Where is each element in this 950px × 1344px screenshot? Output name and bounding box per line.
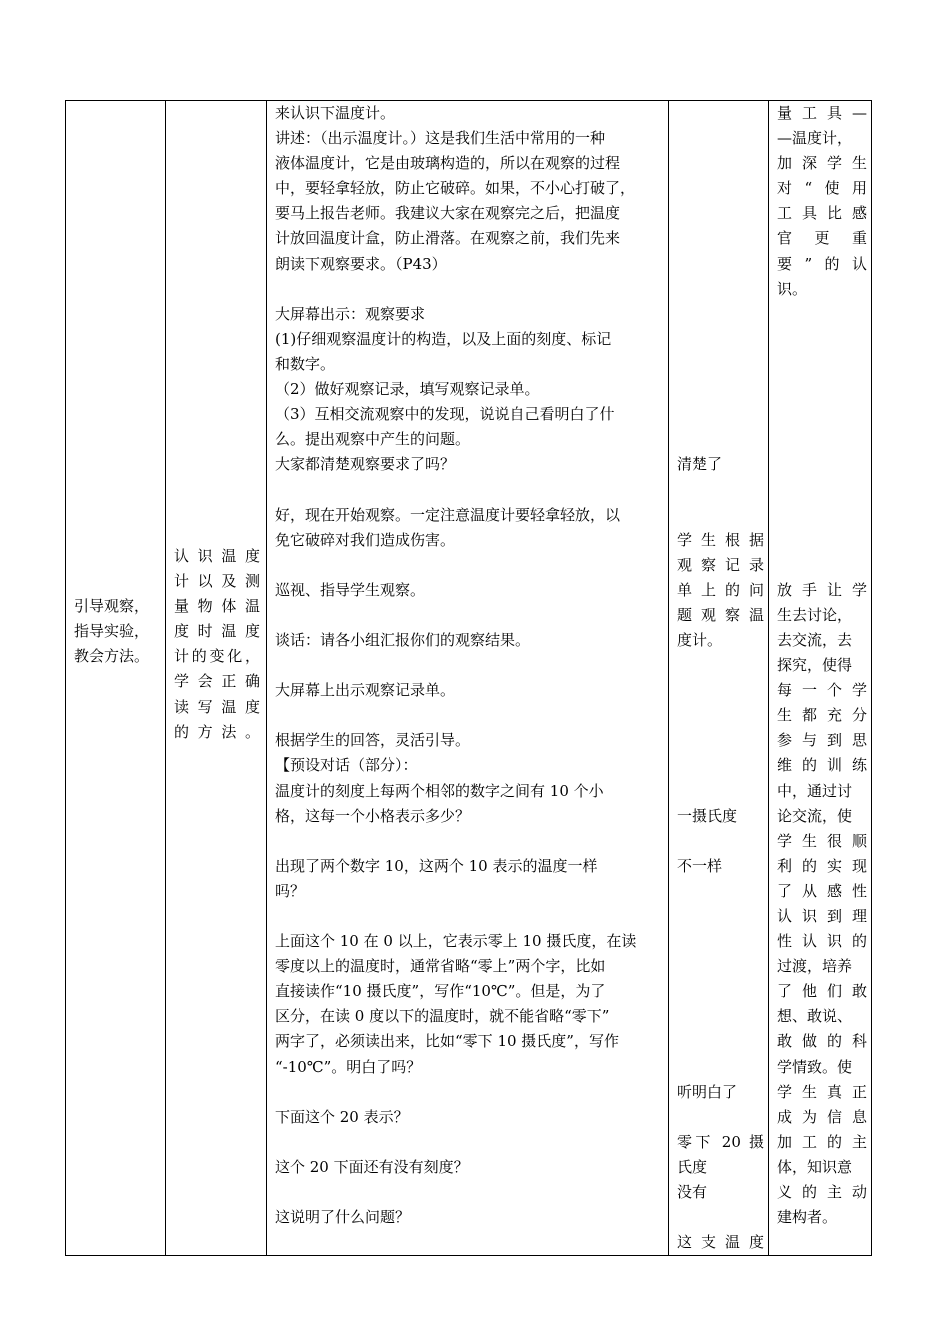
student-answer: 这支温度 (677, 1233, 764, 1252)
explanation-text: 区分，在读 0 度以下的温度时，就不能省略“零下” (275, 1007, 610, 1026)
intent-line: 要”的认 (777, 254, 867, 273)
intent-line: 生去讨论， (777, 605, 853, 624)
requirement-item: 么。提出观察中产生的问题。 (275, 430, 471, 449)
goal-line: 量物体温 (174, 597, 260, 616)
intent-line: 性认识的 (777, 932, 867, 951)
intent-line: 每一个学 (777, 681, 867, 700)
intent-line: 想、敢说、 (777, 1007, 853, 1026)
start-text: 好，现在开始观察。一定注意温度计要轻拿轻放，以 (275, 505, 621, 524)
question-text: 这说明了什么问题？ (275, 1208, 411, 1227)
intent-line: 学情致。使 (777, 1057, 853, 1076)
student-answer: 听明白了 (677, 1082, 738, 1101)
goal-line: 计以及测 (174, 572, 260, 591)
method-line: 教会方法。 (74, 647, 150, 666)
intro-text: 来认识下温度计。 (275, 104, 396, 122)
intent-line: 探究，使得 (777, 656, 853, 675)
student-answer: 一摄氏度 (677, 806, 738, 825)
lesson-plan-table (65, 100, 872, 1256)
intent-line: 识。 (777, 279, 808, 298)
intent-line: 维的训练 (777, 756, 867, 775)
intent-line: 参与到思 (777, 731, 867, 750)
student-answer: 不一样 (677, 856, 723, 875)
intent-line: 体，知识意 (777, 1157, 853, 1176)
goal-line: 的方法。 (174, 722, 260, 741)
patrol-text: 巡视、指导学生观察。 (275, 580, 426, 599)
intent-line: 官更重 (777, 229, 867, 248)
student-answer: 没有 (677, 1183, 708, 1202)
requirement-item: （2）做好观察记录，填写观察记录单。 (275, 380, 540, 399)
lecture-text: 中，要轻拿轻放，防止它破碎。如果，不小心打破了， (275, 179, 636, 198)
question-text: 出现了两个数字 10，这两个 10 表示的温度一样 (275, 856, 598, 875)
intent-line: 放手让学 (777, 580, 867, 599)
explanation-text: 上面这个 10 在 0 以上，它表示零上 10 摄氏度，在读 (275, 932, 637, 951)
intent-line: 中，通过讨 (777, 781, 853, 800)
intent-line: 学生真正 (777, 1082, 867, 1101)
method-cell (66, 101, 166, 1256)
intent-line: 对“使用 (777, 179, 867, 198)
goal-line: 认识温度 (174, 547, 260, 565)
question-text: 吗？ (275, 881, 306, 900)
lecture-text: 液体温度计，它是由玻璃构造的，所以在观察的过程 (275, 154, 621, 173)
intent-line: —温度计， (777, 129, 853, 148)
explanation-text: “-10℃”。明白了吗？ (275, 1057, 422, 1076)
intent-line: 学生很顺 (777, 831, 867, 850)
requirement-item: (1)仔细观察温度计的构造，以及上面的刻度、标记 (275, 329, 612, 348)
intent-line: 去交流，去 (777, 630, 853, 649)
table-row (66, 101, 872, 1256)
record-text: 大屏幕上出示观察记录单。 (275, 681, 456, 700)
intent-line: 义的主动 (777, 1183, 867, 1202)
intent-line: 论交流，使 (777, 806, 853, 825)
intent-line: 量工具— (777, 104, 867, 122)
question-text: 这个 20 下面还有没有刻度？ (275, 1157, 469, 1176)
goal-line: 度时温度 (174, 622, 260, 641)
intent-line: 加工的主 (777, 1132, 867, 1151)
explanation-text: 直接读作“10 摄氏度”，写作“10℃”。但是，为了 (275, 982, 606, 1001)
design-intent-cell (769, 101, 872, 1256)
intent-line: 生都充分 (777, 706, 867, 725)
goal-line: 学会正确 (174, 672, 260, 691)
goal-line: 读写温度 (174, 697, 260, 716)
student-answer: 清楚了 (677, 455, 723, 474)
method-line: 指导实验， (74, 622, 150, 641)
start-text: 免它破碎对我们造成伤害。 (275, 530, 456, 549)
intent-line: 了从感性 (777, 881, 867, 900)
intent-line: 建构者。 (777, 1208, 838, 1227)
preset-heading: 【预设对话（部分）： (275, 756, 418, 775)
intent-line: 成为信息 (777, 1107, 867, 1126)
intent-line: 工具比感 (777, 204, 867, 223)
explanation-text: 零度以上的温度时，通常省略“零上”两个字，比如 (275, 957, 606, 976)
requirement-item: （3）互相交流观察中的发现，说说自己看明白了什 (275, 405, 615, 424)
intent-line: 过渡，培养 (777, 957, 853, 976)
student-answer: 单上的问 (677, 580, 764, 599)
goal-cell (166, 101, 267, 1256)
student-answer: 氏度 (677, 1157, 708, 1176)
screen-title: 大屏幕出示：观察要求 (275, 304, 426, 323)
requirement-item: 和数字。 (275, 354, 336, 373)
student-answer: 零下 20 摄 (677, 1132, 764, 1151)
lecture-text: 计放回温度计盒，防止滑落。在观察之前，我们先来 (275, 229, 621, 248)
intent-line: 敢做的科 (777, 1032, 867, 1051)
student-answer: 学生根据 (677, 530, 764, 549)
question-text: 格，这每一个小格表示多少？ (275, 806, 471, 825)
lecture-text: 讲述：（出示温度计。）这是我们生活中常用的一种 (275, 129, 606, 148)
explanation-text: 两字了，必须读出来，比如“零下 10 摄氏度”，写作 (275, 1032, 619, 1051)
guide-text: 根据学生的回答，灵活引导。 (275, 731, 471, 750)
question-text: 温度计的刻度上每两个相邻的数字之间有 10 个小 (275, 781, 604, 800)
student-answer: 观察记录 (677, 555, 764, 574)
intent-line: 加深学生 (777, 154, 867, 173)
teacher-activity-cell (267, 101, 669, 1256)
student-answer: 度计。 (677, 630, 723, 649)
question-text: 大家都清楚观察要求了吗？ (275, 455, 456, 474)
student-answer: 题观察温 (677, 605, 764, 624)
intent-line: 利的实现 (777, 856, 867, 875)
lecture-text: 朗读下观察要求。（P43） (275, 254, 447, 273)
intent-line: 认识到理 (777, 907, 867, 925)
talk-text: 谈话：请各小组汇报你们的观察结果。 (275, 630, 531, 649)
goal-line: 计的变化， (174, 647, 260, 666)
intent-line: 了他们敢 (777, 982, 867, 1001)
student-activity-cell (669, 101, 769, 1256)
question-text: 下面这个 20 表示？ (275, 1107, 409, 1126)
method-line: 引导观察， (74, 597, 150, 615)
lecture-text: 要马上报告老师。我建议大家在观察完之后，把温度 (275, 204, 621, 223)
